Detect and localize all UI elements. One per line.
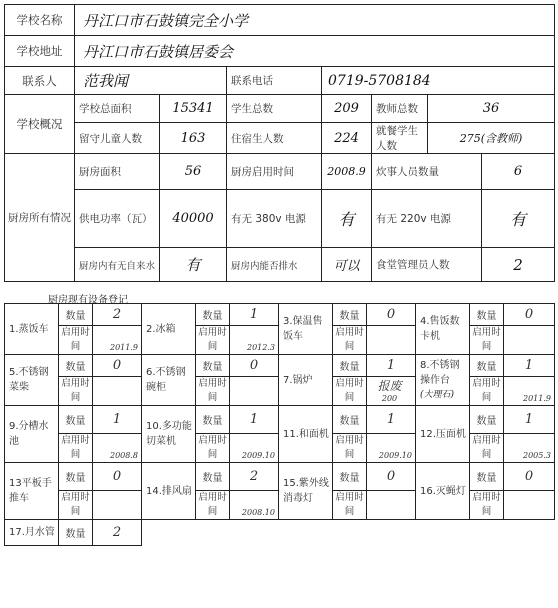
contact-value: 范我闻 <box>75 67 227 95</box>
start-time-value: 2012.3 <box>230 326 279 355</box>
students-label: 学生总数 <box>227 95 322 123</box>
start-time-label: 启用时间 <box>59 491 93 520</box>
school-name-label: 学校名称 <box>5 5 75 36</box>
quantity-label: 数量 <box>333 406 367 434</box>
start-time-label: 启用时间 <box>196 434 230 463</box>
v380-value: 有 <box>322 190 372 248</box>
quantity-label: 数量 <box>196 355 230 377</box>
left-behind-value: 163 <box>160 123 227 154</box>
start-time-label: 启用时间 <box>196 377 230 406</box>
equipment-name: 11.和面机 <box>279 406 333 463</box>
start-time-value <box>367 491 416 520</box>
contact-label: 联系人 <box>5 67 75 95</box>
quantity-label: 数量 <box>470 355 504 377</box>
quantity-value: 1 <box>93 406 142 434</box>
school-info-table <box>4 4 555 282</box>
address-label: 学校地址 <box>5 36 75 67</box>
students-value: 209 <box>322 95 372 123</box>
drain-value: 可以 <box>322 248 372 282</box>
cooks-label: 炊事人员数量 <box>372 154 482 190</box>
quantity-value: 2 <box>93 520 142 546</box>
start-time-label: 启用时间 <box>59 377 93 406</box>
quantity-value: 0 <box>367 463 416 491</box>
quantity-label: 数量 <box>470 406 504 434</box>
teachers-label: 教师总数 <box>372 95 428 123</box>
equipment-name: 17.月水管 <box>5 520 59 546</box>
start-time-value: 2008.10 <box>230 491 279 520</box>
start-time-value: 2009.10 <box>367 434 416 463</box>
quantity-value: 2 <box>93 304 142 326</box>
start-time-label: 启用时间 <box>333 377 367 406</box>
start-time-value: 2011.9 <box>504 377 555 406</box>
start-time-value: 2005.3 <box>504 434 555 463</box>
water-label: 厨房内有无自来水 <box>75 248 160 282</box>
scrapped-note: 报废 <box>377 379 402 393</box>
start-time-label: 启用时间 <box>333 434 367 463</box>
equipment-name-text: 8.不锈钢操作台 <box>420 359 460 386</box>
start-time-value: 2008.8 <box>93 434 142 463</box>
quantity-label: 数量 <box>333 304 367 326</box>
start-time-label: 启用时间 <box>470 434 504 463</box>
quantity-value: 1 <box>230 304 279 326</box>
equipment-name: 10.多功能切菜机 <box>142 406 196 463</box>
quantity-value: 0 <box>367 304 416 326</box>
quantity-label: 数量 <box>196 304 230 326</box>
quantity-label: 数量 <box>333 355 367 377</box>
start-time-label: 启用时间 <box>470 377 504 406</box>
quantity-label: 数量 <box>59 463 93 491</box>
address-value: 丹江口市石鼓镇居委会 <box>75 36 555 67</box>
overview-section-label: 学校概况 <box>5 95 75 154</box>
start-time-value: 2011.9 <box>93 326 142 355</box>
managers-value: 2 <box>482 248 555 282</box>
v220-label: 有无 220v 电源 <box>372 190 482 248</box>
equipment-table <box>4 303 555 546</box>
start-time-value <box>93 377 142 406</box>
equipment-name: 12.压面机 <box>416 406 470 463</box>
equipment-name-note: (大理石) <box>420 389 455 400</box>
quantity-value: 0 <box>93 355 142 377</box>
kitchen-area-label: 厨房面积 <box>75 154 160 190</box>
equipment-title: 厨房现有设备登记 <box>48 295 128 306</box>
quantity-number: 1 <box>386 358 396 373</box>
equipment-name: 2.冰箱 <box>142 304 196 355</box>
equipment-name: 6.不锈钢碗柜 <box>142 355 196 406</box>
quantity-label: 数量 <box>196 406 230 434</box>
water-value: 有 <box>160 248 227 282</box>
kitchen-start-label: 厨房启用时间 <box>227 154 322 190</box>
quantity-label: 数量 <box>59 520 93 546</box>
power-label: 供电功率（瓦） <box>75 190 160 248</box>
quantity-label: 数量 <box>59 304 93 326</box>
kitchen-area-value: 56 <box>160 154 227 190</box>
school-name-value: 丹江口市石鼓镇完全小学 <box>75 5 555 36</box>
phone-value: 0719-5708184 <box>322 67 555 95</box>
start-time-value: 2009.10 <box>230 434 279 463</box>
quantity-value <box>367 355 416 377</box>
quantity-label: 数量 <box>333 463 367 491</box>
empty-cell <box>142 520 555 546</box>
quantity-value: 1 <box>367 406 416 434</box>
equipment-name: 1.蒸饭车 <box>5 304 59 355</box>
quantity-label: 数量 <box>470 463 504 491</box>
start-time-label: 启用时间 <box>470 491 504 520</box>
v380-label: 有无 380v 电源 <box>227 190 322 248</box>
managers-label: 食堂管理员人数 <box>372 248 482 282</box>
equipment-name: 14.排风扇 <box>142 463 196 520</box>
equipment-name <box>416 355 470 406</box>
equipment-name: 5.不锈钢菜柴 <box>5 355 59 406</box>
start-time-label: 启用时间 <box>59 326 93 355</box>
power-value: 40000 <box>160 190 227 248</box>
quantity-label: 数量 <box>470 304 504 326</box>
start-time-value <box>93 491 142 520</box>
phone-label: 联系电话 <box>227 67 322 95</box>
kitchen-section-label: 厨房所有情况 <box>5 154 75 282</box>
diners-value: 275(含教师) <box>428 123 555 154</box>
start-time-label: 启用时间 <box>333 326 367 355</box>
cooks-value: 6 <box>482 154 555 190</box>
drain-label: 厨房内能否排水 <box>227 248 322 282</box>
start-time-label: 启用时间 <box>333 491 367 520</box>
quantity-value: 1 <box>504 406 555 434</box>
equipment-name: 9.分槽水池 <box>5 406 59 463</box>
boarders-label: 住宿生人数 <box>227 123 322 154</box>
start-time-label: 启用时间 <box>196 326 230 355</box>
quantity-label: 数量 <box>59 355 93 377</box>
quantity-value: 1 <box>504 355 555 377</box>
equipment-name: 4.售饭数卡机 <box>416 304 470 355</box>
boarders-value: 224 <box>322 123 372 154</box>
left-behind-label: 留守儿童人数 <box>75 123 160 154</box>
quantity-value: 0 <box>230 355 279 377</box>
kitchen-start-value: 2008.9 <box>322 154 372 190</box>
start-time-value <box>504 326 555 355</box>
start-time-value <box>367 326 416 355</box>
quantity-value: 1 <box>230 406 279 434</box>
quantity-label: 数量 <box>59 406 93 434</box>
start-time-value <box>230 377 279 406</box>
equipment-name: 16.灭蝇灯 <box>416 463 470 520</box>
equipment-name: 13平板手推车 <box>5 463 59 520</box>
v220-value: 有 <box>482 190 555 248</box>
start-time-label: 启用时间 <box>59 434 93 463</box>
equipment-name: 3.保温售饭车 <box>279 304 333 355</box>
scrapped-note-year: 200 <box>381 394 398 403</box>
quantity-value: 0 <box>504 304 555 326</box>
start-time-value <box>367 377 416 406</box>
teachers-value: 36 <box>428 95 555 123</box>
quantity-value: 0 <box>504 463 555 491</box>
diners-label: 就餐学生人数 <box>372 123 428 154</box>
quantity-label: 数量 <box>196 463 230 491</box>
quantity-value: 2 <box>230 463 279 491</box>
start-time-label: 启用时间 <box>196 491 230 520</box>
start-time-label: 启用时间 <box>470 326 504 355</box>
start-time-value <box>504 491 555 520</box>
quantity-value: 0 <box>93 463 142 491</box>
area-label: 学校总面积 <box>75 95 160 123</box>
equipment-name: 7.锅炉 <box>279 355 333 406</box>
equipment-name: 15.紫外线消毒灯 <box>279 463 333 520</box>
area-value: 15341 <box>160 95 227 123</box>
